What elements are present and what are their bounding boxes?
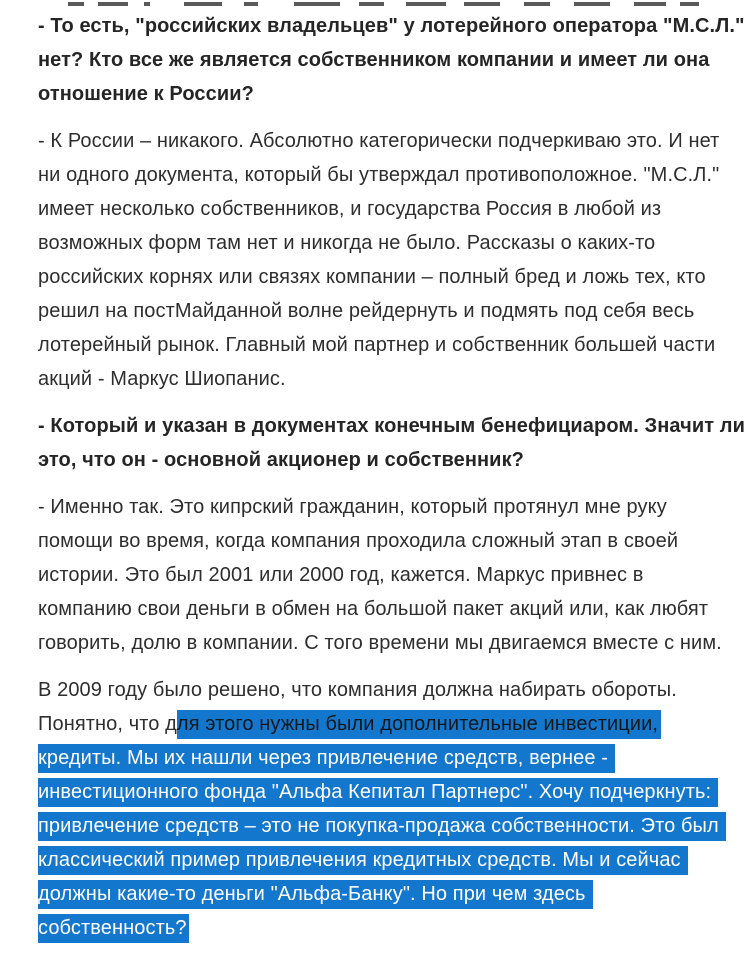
- clipped-previous-line-remnant: [54, 2, 699, 6]
- selected-text: привлечение средств – это не покупка-продажа собственности. Это был: [38, 812, 726, 841]
- text-line: [38, 43, 713, 77]
- text-line: [38, 124, 720, 158]
- selected-text: кредиты. Мы их нашли через привлечение средств, вернее -: [38, 744, 615, 773]
- text-segment: - Который и указан в документах конечным бенефициаром. Значит ли: [38, 415, 746, 437]
- text-line: [38, 524, 713, 558]
- text-segment: ни одного документа, который бы утверждал противоположное. "М.С.Л.": [38, 164, 720, 186]
- text-line: [38, 158, 720, 192]
- text-line: [38, 9, 745, 43]
- interview-article: [38, 9, 746, 945]
- text-segment: лотерейный рынок. Главный мой партнер и собственник большей части: [38, 334, 716, 356]
- text-line: [38, 911, 713, 945]
- text-line: [38, 362, 713, 396]
- question-paragraph: [38, 409, 746, 477]
- text-segment: это, что он - основной акционер и собственник?: [38, 449, 524, 471]
- text-line: [38, 409, 746, 443]
- text-line: [38, 328, 716, 362]
- text-segment: российских корнях или связях компании – полный бред и ложь тех, кто: [38, 266, 706, 288]
- text-line: [38, 843, 713, 877]
- text-line: [38, 260, 713, 294]
- text-line: [38, 707, 713, 741]
- selected-text: должны какие-то деньги "Альфа-Банку". Но при чем здесь: [38, 880, 593, 909]
- text-segment: говорить, долю в компании. С того времени мы двигаемся вместе с ним.: [38, 632, 722, 654]
- text-line: [38, 809, 719, 843]
- text-line: [38, 877, 713, 911]
- text-segment: истории. Это был 2001 или 2000 год, кажется. Маркус привнес в: [38, 564, 644, 586]
- text-line: [38, 626, 722, 660]
- text-line: [38, 775, 713, 809]
- text-segment: компанию свои деньги в обмен на большой пакет акций или, как любят: [38, 598, 709, 620]
- text-segment: акций - Маркус Шиопанис.: [38, 368, 286, 390]
- text-line: [38, 192, 713, 226]
- text-line: [38, 443, 713, 477]
- selected-text: инвестиционного фонда "Альфа Кепитал Партнерс". Хочу подчеркнуть:: [38, 778, 718, 807]
- text-line: [38, 77, 713, 111]
- text-segment: В 2009 году было решено, что компания должна набирать обороты.: [38, 679, 677, 701]
- selected-text-dark: ля этого нужны были дополнительные инвестиции,: [177, 710, 661, 739]
- selected-text: классический пример привлечения кредитных средств. Мы и сейчас: [38, 846, 688, 875]
- text-segment: имеет несколько собственников, и государства Россия в любой из: [38, 198, 662, 220]
- question-paragraph: [38, 9, 745, 111]
- text-line: [38, 741, 713, 775]
- answer-paragraph: [38, 490, 722, 660]
- text-line: [38, 592, 713, 626]
- text-segment: - Именно так. Это кипрский гражданин, который протянул мне руку: [38, 496, 667, 518]
- text-line: [38, 558, 713, 592]
- text-line: [38, 490, 713, 524]
- selected-text: собственность?: [38, 914, 189, 943]
- answer-paragraph: [38, 673, 719, 945]
- text-segment: помощи во время, когда компания проходила сложный этап в своей: [38, 530, 679, 552]
- text-line: [38, 294, 713, 328]
- text-line: [38, 673, 713, 707]
- text-segment: - К России – никакого. Абсолютно категорически подчеркиваю это. И нет: [38, 130, 720, 152]
- text-segment: отношение к России?: [38, 83, 254, 105]
- text-segment: - То есть, "российских владельцев" у лотерейного оператора "М.С.Л.": [38, 15, 745, 37]
- answer-paragraph: [38, 124, 720, 396]
- text-segment: решил на постМайданной волне рейдернуть и подмять под себя весь: [38, 300, 695, 322]
- text-line: [38, 226, 713, 260]
- text-segment: возможных форм там нет и никогда не было. Рассказы о каких-то: [38, 232, 656, 254]
- text-segment: нет? Кто все же является собственником компании и имеет ли она: [38, 49, 710, 71]
- text-segment: Понятно, что д: [38, 713, 177, 735]
